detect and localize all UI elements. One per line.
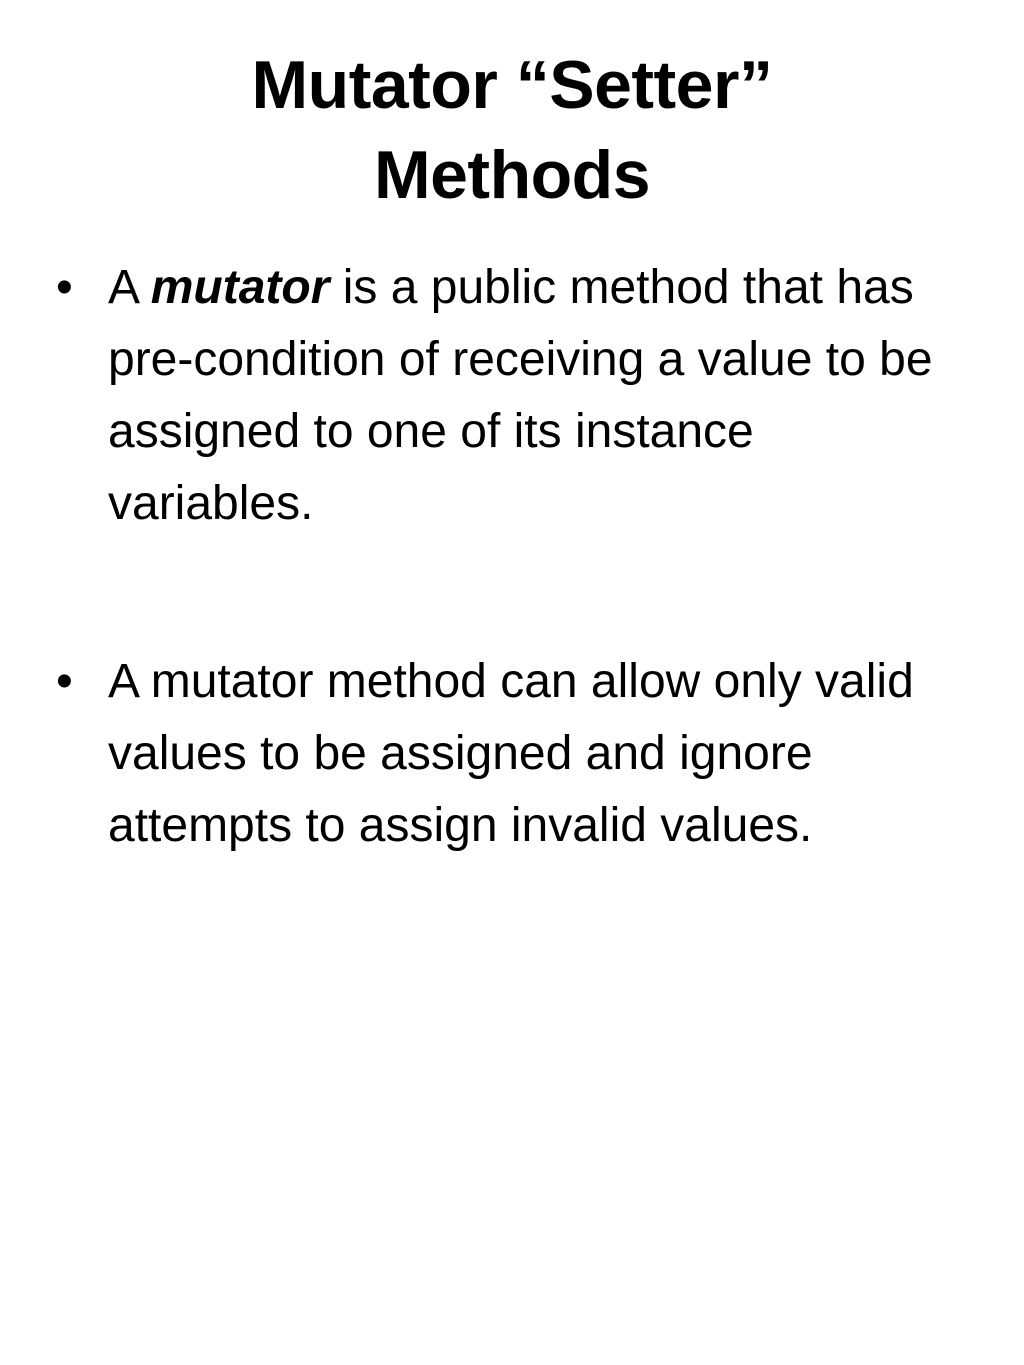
bullet-item-mutator-validation (0, 646, 1024, 862)
slide-title-line-2: Methods (373, 137, 651, 213)
bullet-item-mutator-definition (0, 252, 1024, 540)
bullet-1-emphasis: mutator (150, 261, 330, 314)
slide-title-line-1: Mutator “Setter” (251, 47, 773, 123)
bullet-glyph: • (56, 261, 73, 314)
bullet-1-prefix: A (108, 261, 151, 314)
bullet-glyph: • (56, 655, 73, 708)
bullet-1-rest: is a public method that has pre-condition of receiving a value to be assigned to one of its instance variables. (108, 261, 933, 530)
bullet-2-text: A mutator method can allow only valid values to be assigned and ignore attempts to assign invalid values. (108, 655, 914, 852)
slide-title (40, 40, 984, 220)
bullet-list (0, 252, 1024, 862)
